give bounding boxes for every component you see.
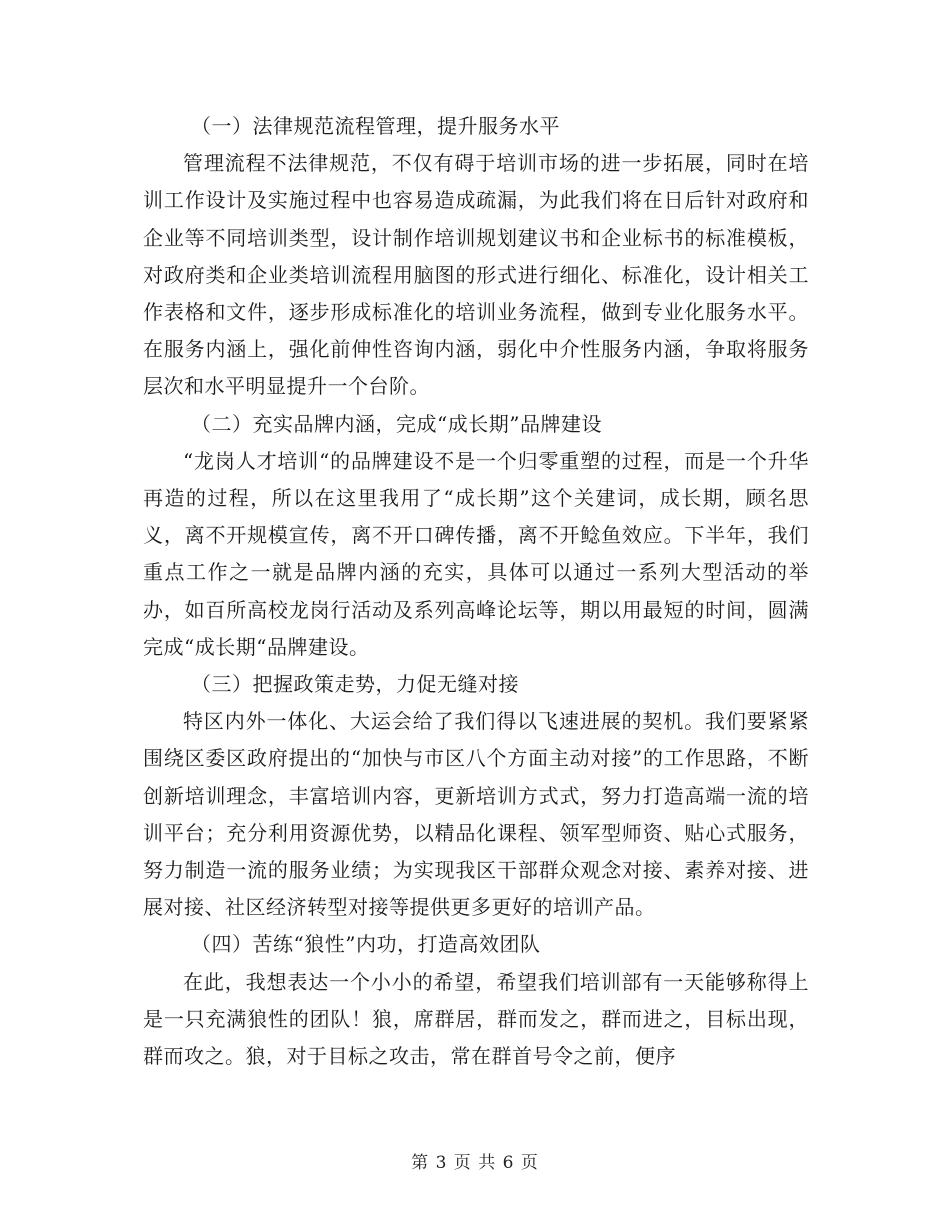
section-heading-4: （四）苦练“狼性”内功，打造高效团队 <box>191 932 541 957</box>
section-body-3: 特区内外一体化、大运会给了我们得以飞速进展的契机。我们要紧紧围绕区委区政府提出的“加快与市区八个方面主动对接”的工作思路，不断创新培训理念，丰富培训内容，更新培训方式式，努力打造高端一流的培训平台；充分利用资源优势，以精品化课程、领军型师资、贴心式服务，努力制造一流的服务业绩；为实现我区干部群众观念对接、素养对接、进展对接、社区经济转型对接等提供更多更好的培训产品。 <box>143 709 809 920</box>
section-heading-2: （二）充实品牌内涵，完成“成长期”品牌建设 <box>191 411 602 436</box>
section-heading-1: （一）法律规范流程管理，提升服务水平 <box>191 114 560 138</box>
page-number-footer: 第 3 页 共 6 页 <box>411 1153 539 1173</box>
section-body-4: 在此，我想表达一个小小的希望，希望我们培训部有一天能够称得上是一只充满狼性的团队！狼，席群居，群而发之，群而进之，目标出现，群而攻之。狼，对于目标之攻击，常在群首号令之前，便序 <box>143 969 809 1069</box>
section-heading-3: （三）把握政策走势，力促无缝对接 <box>191 672 519 697</box>
section-body-1: 管理流程不法律规范，不仅有碍于培训市场的进一步拓展，同时在培训工作设计及实施过程中也容易造成疏漏，为此我们将在日后针对政府和企业等不同培训类型，设计制作培训规划建议书和企业标书的标准模板，对政府类和企业类培训流程用脑图的形式进行细化、标准化，设计相关工作表格和文件，逐步形成标准化的培训业务流程，做到专业化服务水平。在服务内涵上，强化前伸性咨询内涵，弱化中介性服务内涵，争取将服务层次和水平明显提升一个台阶。 <box>143 151 809 399</box>
document-body <box>143 108 809 1075</box>
section-body-2: “龙岗人才培训“的品牌建设不是一个归零重塑的过程，而是一个升华再造的过程，所以在这里我用了“成长期”这个关建词，成长期，顾名思义，离不开规模宣传，离不开口碑传播，离不开鲶鱼效应。下半年，我们重点工作之一就是品牌内涵的充实，具体可以通过一系列大型活动的举办，如百所高校龙岗行活动及系列高峰论坛等，期以用最短的时间，圆满完成“成长期“品牌建设。 <box>143 448 809 659</box>
